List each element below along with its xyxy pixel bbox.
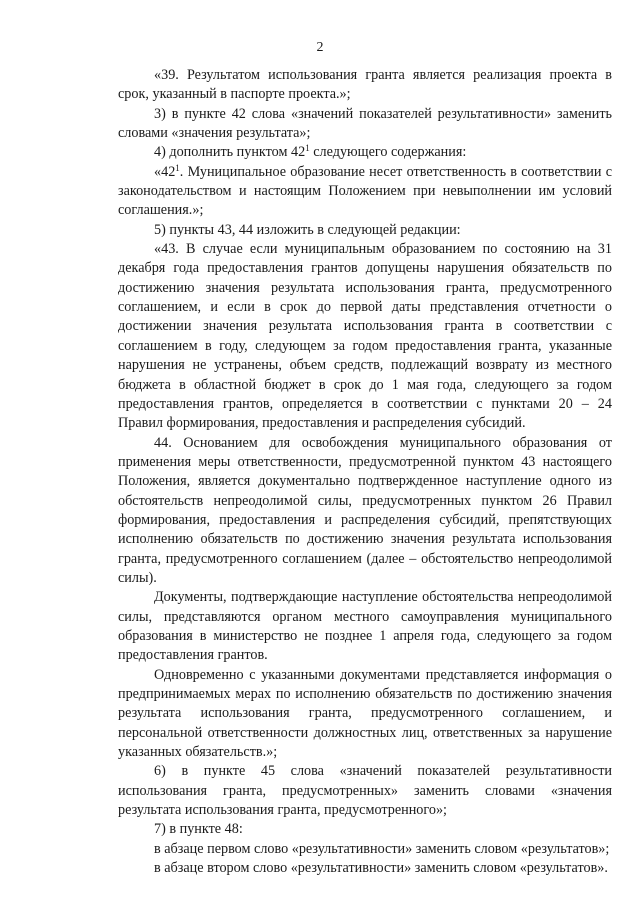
paragraph-item-6: 6) в пункте 45 слова «значений показателей результативности использования гранта, предусмотренных» заменить словами «значения результата использования гранта, предусмотренного»; xyxy=(118,763,612,819)
superscript-one: 1 xyxy=(175,162,180,173)
superscript-one: 1 xyxy=(305,143,310,154)
paragraph-item-4: 4) дополнить пунктом $42^1$ следующего содержания: xyxy=(154,143,467,161)
paragraph-item-7: 7) в пункте 48: xyxy=(154,821,243,838)
paragraph-39: «39. Результатом использования гранта является реализация проекта в срок, указанный в паспорте проекта.»; xyxy=(118,67,612,103)
paragraph-abzac-first: в абзаце первом слово «результативности» заменить словом «результатов»; xyxy=(154,840,610,857)
page-number: 2 xyxy=(316,40,324,55)
paragraph-simultaneously: Одновременно с указанными документами представляется информация о предпринимаемых мерах по исполнению обязательств по достижению значения результата использования гранта, предусмотренного соглашением, и персональной ответственности должностных лиц, ответственных за нарушение указанных обязательств.»; xyxy=(118,666,612,761)
paragraph-42-1: «$42^1$. Муниципальное образование несет ответственность в соответствии с законодательством и настоящим Положением при невыполнении им условий соглашения.»; xyxy=(118,162,612,219)
paragraph-item-3: 3) в пункте 42 слова «значений показателей результативности» заменить словами «значения результата»; xyxy=(118,105,612,142)
paragraph-abzac-second: в абзаце втором слово «результативности» заменить словом «результатов». xyxy=(154,860,608,877)
paragraph-item-5: 5) пункты 43, 44 изложить в следующей редакции: xyxy=(154,221,461,238)
paragraph-documents: Документы, подтверждающие наступление обстоятельства непреодолимой силы, представляются органом местного самоуправления муниципального образования в министерство не позднее 1 апреля года, следующего за годом предоставления грантов. xyxy=(118,589,612,664)
paragraph-43: «43. В случае если муниципальным образованием по состоянию на 31 декабря года предоставления грантов допущены нарушения обязательств по достижению значения результата использования гранта, предусмотренного соглашением, и если в срок до первой даты представления отчетности о достижении значения результата использования гранта в соответствии с соглашением в году, следующем за годом предоставления гранта, указанные нарушения не устранены, объем средств, подлежащий возврату из местного бюджета в областной бюджет в срок до 1 мая года, следующего за годом предоставления грантов, определяется в соответствии с пунктами 20 – 24 Правил формирования, предоставления и распределения субсидий. xyxy=(118,241,612,432)
document-body xyxy=(118,66,612,878)
paragraph-44: 44. Основанием для освобождения муниципального образования от применения меры ответственности, предусмотренной пунктом 43 настоящего Положения, является документально подтвержденное наступление одного из обстоятельств непреодолимой силы, предусмотренных пунктом 26 Правил формирования, предоставления и распределения субсидий, препятствующих исполнению обязательств по достижению значения результата использования гранта, предусмотренного соглашением (далее – обстоятельство непреодолимой силы). xyxy=(118,434,612,586)
